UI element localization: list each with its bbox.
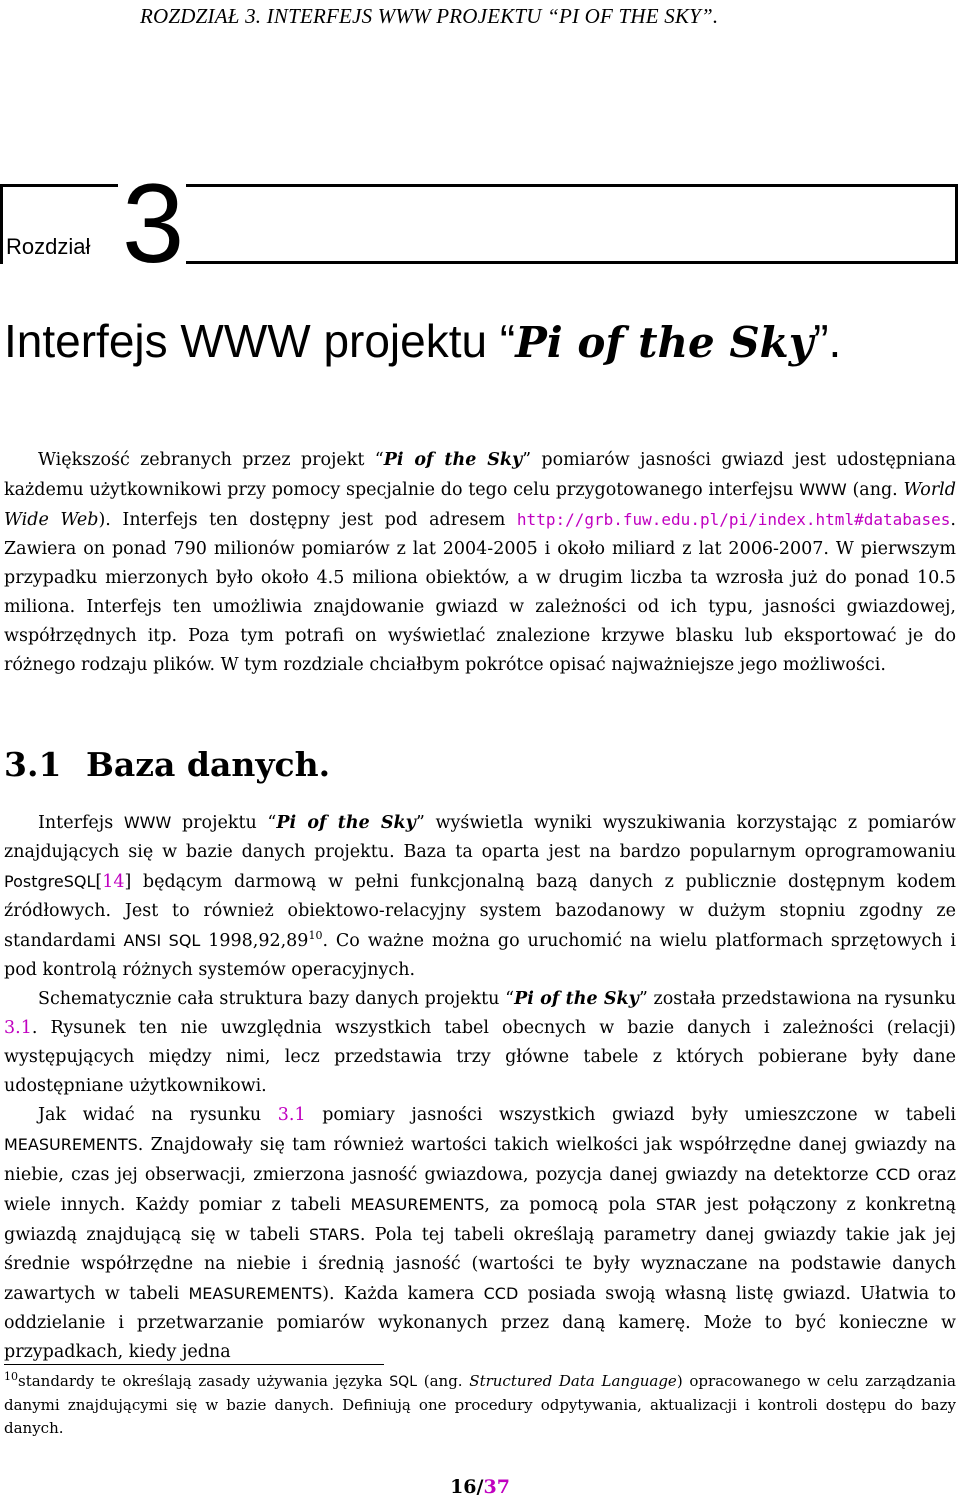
page-total-link[interactable]: 37 (483, 1476, 510, 1498)
section-title: Baza danych. (86, 745, 331, 784)
figure-ref-link[interactable]: 3.1 (4, 1018, 32, 1038)
footnote-marker: 10 (308, 929, 323, 943)
acronym-www: WWW (123, 813, 172, 832)
footnote: $^{10}$standardy te określają zasady używania języka SQL (ang. Structured Data Language) opracowanego w celu zarządzania danymi znajdującymi się w bazie danych. Definiują one procedury odpytywania, aktualizacji i kontroli dostępu do bazy danych. (4, 1370, 956, 1437)
chapter-frame-right (186, 184, 958, 264)
term-structured-data-language: Structured Data Language (469, 1372, 677, 1390)
table-name: MEASUREMENTS (4, 1135, 138, 1154)
chapter-number: 3 (122, 161, 185, 286)
paragraph-1: Interfejs WWW projektu “Pi of the Sky” wyświetla wyniki wyszukiwania korzystając z pomiarów znajdujących się w bazie danych projektu. Baza ta oparta jest na bardzo popularnym oprogramowaniu PostgreSQL[14] będącym darmową w pełni funkcjonalną bazą danych z publicznie dostępnym kodem źródłowych. Jest to również obiektowo-relacyjny system bazodanowy w dużym stopniu zgodny ze standardami ANSI SQL 1998,92,89$^{10}$. Co ważne można go uruchomić na wielu platformach sprzętowych i pod kontrolą różnych systemów operacyjnych. (4, 813, 957, 980)
database-url-link[interactable]: http://grb.fuw.edu.pl/pi/index.html#databases (516, 510, 951, 529)
term-ccd: CCD (875, 1165, 911, 1184)
project-name: Pi of the Sky (514, 989, 639, 1009)
software-postgresql: PostgreSQL (4, 872, 96, 891)
section-paragraphs (4, 808, 956, 1367)
chapter-title-project: Pi of the Sky (515, 318, 814, 367)
intro-paragraph: Większość zebranych przez projekt “Pi of the Sky” pomiarów jasności gwiazd jest udostępniana każdemu użytkownikowi przy pomocy specjalnie do tego celu przygotowanego interfejsu WWW (ang. World Wide Web). Interfejs ten dostępny jest pod adresem http://grb.fuw.edu.pl/pi/index.html#databases. Zawiera on ponad 790 milionów pomiarów z lat 2004-2005 i około miliard z lat 2006-2007. W pierwszym przypadku mierzonych było około 4.5 miliona obiektów, a w drugim liczba ta wzrosła już do ponad 10.5 miliona. Interfejs ten umożliwia znajdowanie gwiazd w zależności od ich typu, jasności gwiazdowej, współrzędnych itp. Poza tym potrafi on wyświetlać znalezione krzywe blasku lub eksportować je do różnego rodzaju plików. W tym rozdziale chciałbym pokrótce opisać najważniejsze jego możliwości. (4, 450, 957, 675)
page-current: 16 (450, 1476, 477, 1498)
project-name: Pi of the Sky (276, 813, 416, 833)
paragraph-2: Schematycznie cała struktura bazy danych projektu “Pi of the Sky” została przedstawiona na rysunku 3.1. Rysunek ten nie uwzględnia wszystkich tabel obecnych w bazie danych i zależności (relacji) występujących między nimi, lecz przedstawia trzy główne tabele z których pobierane były dane udostępniane użytkownikowi. (4, 989, 956, 1096)
project-name: Pi of the Sky (383, 450, 523, 470)
standard-ansi-sql: ANSI SQL (123, 931, 201, 950)
running-head: ROZDZIAŁ 3. INTERFEJS WWW PROJEKTU “PI OF THE SKY”. (140, 4, 719, 28)
term-world-wide-web: World Wide Web (4, 480, 956, 530)
page-number: 16/37 (450, 1476, 510, 1498)
chapter-word: Rozdział (6, 234, 91, 259)
figure-ref-link[interactable]: 3.1 (277, 1105, 306, 1125)
acronym-www: WWW (799, 480, 847, 499)
field-name: STAR (655, 1195, 697, 1214)
term-ccd: CCD (483, 1284, 519, 1303)
table-name: MEASUREMENTS (188, 1284, 323, 1303)
chapter-title-prefix: Interfejs WWW projektu “ (4, 315, 516, 367)
section-heading (4, 745, 331, 784)
section-number: 3.1 (4, 745, 62, 784)
chapter-title-suffix: ”. (813, 315, 842, 367)
term-sql: SQL (389, 1374, 418, 1390)
table-name: MEASUREMENTS (350, 1195, 485, 1214)
citation-link[interactable]: 14 (102, 872, 125, 892)
table-name: STARS (308, 1225, 360, 1244)
footnote-number: 10 (4, 1370, 18, 1383)
paragraph-3: Jak widać na rysunku 3.1 pomiary jasności wszystkich gwiazd były umieszczone w tabeli MEASUREMENTS. Znajdowały się tam również wartości takich wielkości jak współrzędne danej gwiazdy na niebie, czas jej obserwacji, zmierzona jasność gwiazdowa, pozycja danej gwiazdy na detektorze CCD oraz wiele innych. Każdy pomiar z tabeli MEASUREMENTS, za pomocą pola STAR jest połączony z konkretną gwiazdą znajdującą się w tabeli STARS. Pola tej tabeli określają parametry danej gwiazdy takie jak jej średnie współrzędne na niebie i średnią jasność (wartości te były wyznaczane na podstawie danych zawartych w tabeli MEASUREMENTS). Każda kamera CCD posiada swoją własną listę gwiazd. Ułatwia to oddzielanie i przetwarzanie pomiarów wykonanych przez daną kamerę. Może to być konieczne w przypadkach, kiedy jedna (4, 1105, 957, 1362)
footnote-rule (4, 1364, 384, 1365)
chapter-title (4, 316, 841, 367)
